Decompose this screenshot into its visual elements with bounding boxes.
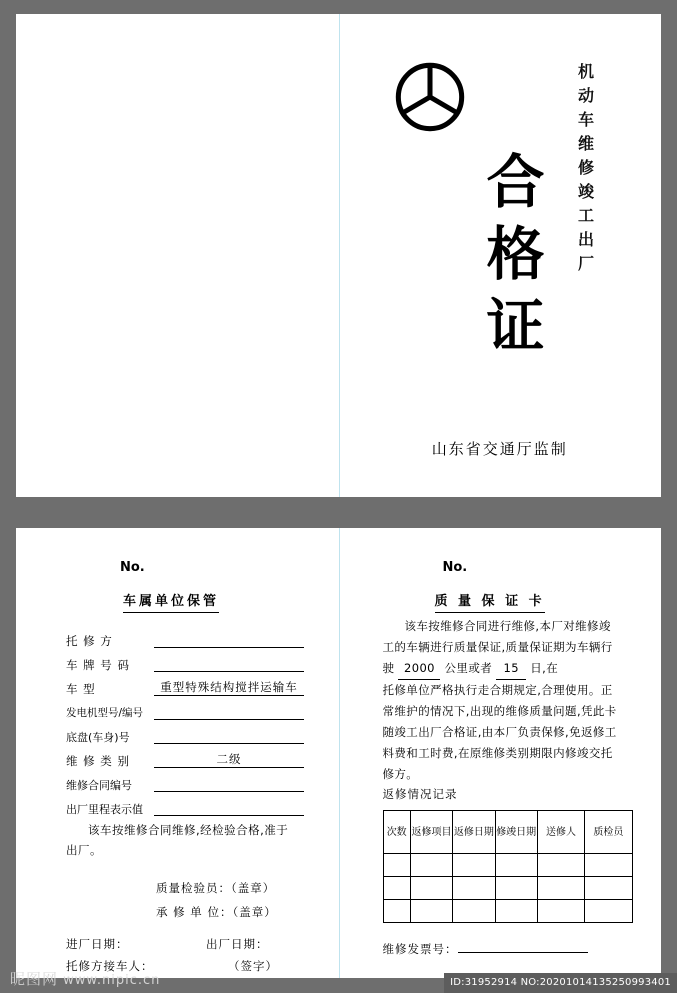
left-no-label: No. [120, 560, 145, 575]
form-row [66, 630, 306, 652]
form-label: 发电机型号/编号 [66, 707, 144, 719]
table-row[interactable] [383, 854, 632, 877]
form-label: 维 修 类 别 [66, 754, 130, 768]
watermark-brand: 昵图网 [10, 970, 59, 988]
table-header-cell: 返修项目 [410, 811, 452, 854]
left-note [66, 820, 316, 860]
table-row[interactable] [383, 877, 632, 900]
table-cell[interactable] [453, 877, 495, 900]
warranty-line-1: 该车按维修合同进行维修,本厂对维修竣 [404, 619, 611, 633]
inspector-line: 质量检验员：（盖章） [156, 881, 276, 895]
form-row [66, 774, 306, 796]
form-label: 车 型 [66, 682, 96, 696]
table-cell[interactable] [495, 900, 537, 923]
table-cell[interactable] [410, 877, 452, 900]
out-date-label: 出厂日期： [206, 937, 269, 951]
table-header-cell: 送修人 [537, 811, 584, 854]
warranty-line-2: 工的车辆进行质量保证,质量保证期为车辆行 [382, 640, 613, 654]
form-value[interactable] [154, 728, 304, 744]
form-row [66, 798, 306, 820]
image-id-bar: ID:31952914 NO:20201014135250993401 [444, 973, 677, 993]
repair-record-title: 返修情况记录 [382, 787, 458, 801]
form-label: 底盘(车身)号 [66, 731, 130, 744]
inner-right-panel [339, 528, 662, 978]
signature-label: （签字） [228, 959, 278, 973]
cover-title-char: 证 [486, 292, 547, 360]
mercedes-star-logo-icon [394, 61, 466, 133]
warranty-line-8: 修方。 [382, 767, 419, 781]
table-header-cell: 质检员 [585, 811, 632, 854]
vertical-title [573, 60, 599, 276]
inner-left-panel [16, 528, 339, 978]
warranty-line-7: 料费和工时费,在原维修类别期限内修竣交托 [382, 746, 613, 760]
form-value[interactable] [154, 776, 304, 792]
vertical-title-char: 动 [577, 86, 594, 105]
table-cell[interactable] [410, 900, 452, 923]
table-cell[interactable] [383, 854, 410, 877]
form-label: 维修合同编号 [66, 779, 132, 792]
cover-page [16, 14, 661, 497]
in-date-label: 进厂日期： [66, 937, 129, 951]
cover-issuer: 山东省交通厅监制 [431, 440, 568, 458]
invoice-number-value[interactable] [458, 938, 588, 953]
warranty-line-3-b: 公里或者 [444, 661, 493, 675]
form-row [66, 750, 306, 772]
cover-main-title [457, 146, 577, 362]
vertical-title-char: 机 [577, 62, 594, 81]
cover-title-char: 格 [486, 220, 547, 288]
table-cell[interactable] [537, 854, 584, 877]
warranty-line-6: 随竣工出厂合格证,由本厂负责保修,免返修工 [382, 725, 617, 739]
inner-page [16, 528, 661, 978]
table-header-cell: 修竣日期 [495, 811, 537, 854]
warranty-paragraph [383, 616, 635, 785]
form-label: 出厂里程表示值 [66, 803, 143, 816]
repair-record-table [383, 810, 633, 923]
form-row [66, 726, 306, 748]
table-header-cell: 返修日期 [453, 811, 495, 854]
form-row [66, 702, 306, 724]
form-value[interactable]: 重型特殊结构搅拌运输车 [154, 680, 304, 696]
vertical-title-char: 厂 [577, 254, 594, 273]
form-label: 托 修 方 [66, 634, 113, 648]
table-cell[interactable] [585, 854, 632, 877]
form-value[interactable] [154, 704, 304, 720]
table-cell[interactable] [383, 900, 410, 923]
table-cell[interactable] [585, 900, 632, 923]
invoice-number-label: 维修发票号： [382, 942, 458, 956]
table-row[interactable] [383, 900, 632, 923]
table-cell[interactable] [585, 877, 632, 900]
warranty-line-3-c: 日,在 [530, 661, 559, 675]
receiver-label: 托修方接车人： [66, 959, 154, 973]
table-cell[interactable] [453, 900, 495, 923]
cover-title-char: 合 [486, 148, 547, 216]
form-row [66, 654, 306, 676]
form-value[interactable] [154, 632, 304, 648]
warranty-km-value[interactable]: 2000 [398, 658, 440, 680]
left-section-title: 车属单位保管 [123, 590, 219, 613]
warranty-line-3 [383, 658, 635, 680]
watermark-url: www.nipic.cn [63, 973, 161, 988]
table-cell[interactable] [537, 877, 584, 900]
invoice-number-row [383, 938, 588, 957]
left-note-line-2: 出厂。 [66, 843, 102, 857]
table-header-row [383, 811, 632, 854]
table-header-cell: 次数 [383, 811, 410, 854]
warranty-line-4: 托修单位严格执行走合期规定,合理使用。正 [382, 683, 613, 697]
vertical-title-char: 出 [577, 230, 594, 249]
right-section-title: 质 量 保 证 卡 [435, 590, 545, 613]
cover-right-panel [339, 14, 662, 497]
repair-unit-line: 承 修 单 位：（盖章） [156, 905, 277, 919]
warranty-days-value[interactable]: 15 [496, 658, 526, 680]
form-row [66, 678, 306, 700]
form-label: 车 牌 号 码 [66, 658, 130, 672]
right-no-label: No. [442, 560, 468, 575]
form-value[interactable] [154, 656, 304, 672]
warranty-line-5: 常维护的情况下,出现的维修质量问题,凭此卡 [382, 704, 617, 718]
table-cell[interactable] [453, 854, 495, 877]
warranty-line-3-a: 驶 [382, 661, 395, 675]
table-cell[interactable] [410, 854, 452, 877]
vertical-title-char: 车 [577, 110, 594, 129]
vertical-title-char: 维 [577, 134, 594, 153]
left-note-line-1: 该车按维修合同维修,经检验合格,准于 [88, 823, 289, 837]
table-cell[interactable] [537, 900, 584, 923]
table-cell[interactable] [383, 877, 410, 900]
table-cell[interactable] [495, 854, 537, 877]
form-value[interactable]: 二级 [154, 752, 304, 768]
table-cell[interactable] [495, 877, 537, 900]
form-value[interactable] [154, 800, 304, 816]
watermark [10, 968, 160, 989]
vertical-title-char: 竣 [577, 182, 594, 201]
vertical-title-char: 工 [577, 206, 594, 225]
vertical-title-char: 修 [577, 158, 594, 177]
